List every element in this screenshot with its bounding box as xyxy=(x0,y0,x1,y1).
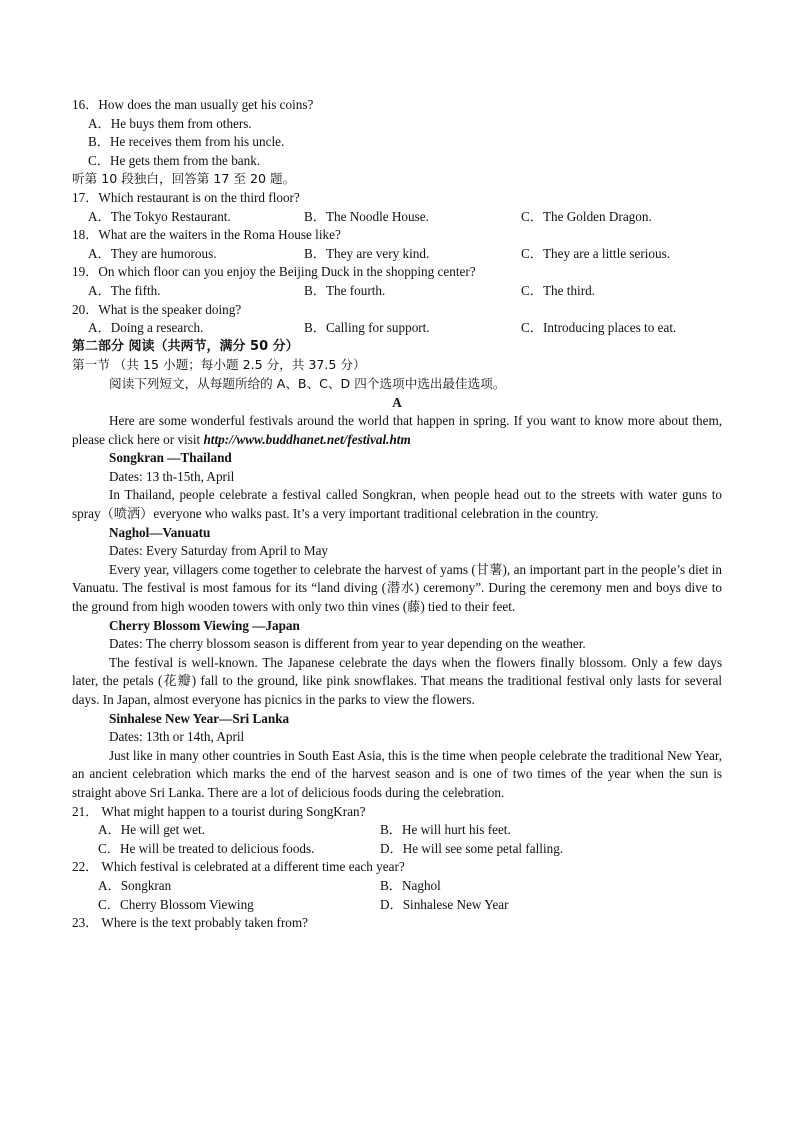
festival-body: Just like in many other countries in South East Asia, this is the time when people celebrate the traditional New Year, an ancient celebration which marks the end of the harvest season and is one of two times of the year when the sun is straight above Sri Lanka. There are a lot of delicious foods during the celebration. xyxy=(72,747,722,800)
question-22-options-row2 xyxy=(72,896,722,915)
question-20-option-c: C．Introducing places to eat. xyxy=(521,320,677,336)
passage-label: A xyxy=(392,394,402,410)
question-20-options xyxy=(72,319,722,338)
question-22-options-row1 xyxy=(72,877,722,896)
question-17-stem: 17．Which restaurant is on the third floor? xyxy=(72,189,300,205)
festival-dates: Dates: The cherry blossom season is different from year to year depending on the weather. xyxy=(109,636,586,652)
festival-title: Cherry Blossom Viewing —Japan xyxy=(109,617,300,633)
question-19-options xyxy=(72,282,722,301)
reading-instruction: 阅读下列短文，从每题所给的 A、B、C、D 四个选项中选出最佳选项。 xyxy=(109,375,506,391)
question-22-option-b: B．Naghol xyxy=(380,877,441,893)
question-17-option-a: A．The Tokyo Restaurant. xyxy=(88,208,231,224)
question-22-stem: 22． Which festival is celebrated at a different time each year? xyxy=(72,859,405,875)
part-two-heading: 第二部分 阅读（共两节，满分 50 分） xyxy=(72,338,299,354)
question-22-option-c: C．Cherry Blossom Viewing xyxy=(98,896,254,912)
festival-dates: Dates: 13 th-15th, April xyxy=(109,468,235,484)
passage-intro-text: Here are some wonderful festivals around the world that happen in spring. If you want to know more about them, please click here or visit xyxy=(72,413,722,447)
festival-url-link[interactable]: http://www.buddhanet.net/festival.htm xyxy=(203,431,411,447)
question-23-stem: 23． Where is the text probably taken from? xyxy=(72,915,308,931)
question-16-stem: 16．How does the man usually get his coins? xyxy=(72,97,314,112)
question-18-stem: 18．What are the waiters in the Roma House like? xyxy=(72,227,341,243)
question-18-option-b: B．They are very kind. xyxy=(304,245,430,261)
question-22-option-d: D．Sinhalese New Year xyxy=(380,896,509,912)
question-21-option-d: D．He will see some petal falling. xyxy=(380,840,564,856)
question-16-option-c: C．He gets them from the bank. xyxy=(88,152,261,168)
question-20-option-a: A．Doing a research. xyxy=(88,320,204,336)
question-21-stem: 21． What might happen to a tourist during SongKran? xyxy=(72,803,366,819)
question-17-option-c: C．The Golden Dragon. xyxy=(521,208,652,224)
question-19-option-c: C．The third. xyxy=(521,282,595,298)
section-one-heading: 第一节 （共 15 小题；每小题 2.5 分，共 37.5 分） xyxy=(72,357,366,373)
question-17-options xyxy=(72,208,722,227)
question-18-option-c: C．They are a little serious. xyxy=(521,245,671,261)
question-21-option-b: B．He will hurt his feet. xyxy=(380,822,511,838)
question-19-stem: 19．On which floor can you enjoy the Beijing Duck in the shopping center? xyxy=(72,264,476,280)
question-18-option-a: A．They are humorous. xyxy=(88,245,217,261)
question-21-options-row1 xyxy=(72,821,722,840)
question-21-option-c: C．He will be treated to delicious foods. xyxy=(98,840,315,856)
question-16-option-b: B．He receives them from his uncle. xyxy=(88,134,285,150)
question-21-options-row2 xyxy=(72,840,722,859)
festival-title: Naghol—Vanuatu xyxy=(109,524,211,540)
question-19-option-a: A．The fifth. xyxy=(88,282,161,298)
listening-instruction: 听第 10 段独白，回答第 17 至 20 题。 xyxy=(72,171,296,187)
festival-body: The festival is well-known. The Japanese celebrate the days when the flowers finally blossom. Only a few days later, the petals (花瓣) fall to the ground, like pink snowflakes. That means the traditional festival only lasts for several days. In Japan, almost everyone has picnics in the parks to view the flowers. xyxy=(72,654,722,707)
festival-dates: Dates: 13th or 14th, April xyxy=(109,729,245,745)
festival-title: Sinhalese New Year—Sri Lanka xyxy=(109,710,290,726)
festival-dates: Dates: Every Saturday from April to May xyxy=(109,543,329,559)
festival-title: Songkran —Thailand xyxy=(109,450,232,466)
question-18-options xyxy=(72,245,722,264)
question-16-option-a: A．He buys them from others. xyxy=(88,115,252,131)
question-20-stem: 20．What is the speaker doing? xyxy=(72,301,242,317)
question-21-option-a: A．He will get wet. xyxy=(98,822,205,838)
question-20-option-b: B．Calling for support. xyxy=(304,320,430,336)
exam-page xyxy=(72,96,722,933)
question-17-option-b: B．The Noodle House. xyxy=(304,208,429,224)
festival-body: Every year, villagers come together to celebrate the harvest of yams (甘薯), an important part in the people’s diet in Vanuatu. The festival is most famous for its “land diving (潜水) ceremony”. During the ceremony men and boys dive to the ground from high wooden towers with only two thin vines (藤) tied to their feet. xyxy=(72,561,722,615)
question-22-option-a: A．Songkran xyxy=(98,877,172,893)
passage-intro xyxy=(72,412,722,449)
question-19-option-b: B．The fourth. xyxy=(304,282,386,298)
festival-body: In Thailand, people celebrate a festival called Songkran, when people head out to the streets with water guns to spray（喷洒）everyone who walks past. It’s a very important traditional celebration in the country. xyxy=(72,487,722,522)
